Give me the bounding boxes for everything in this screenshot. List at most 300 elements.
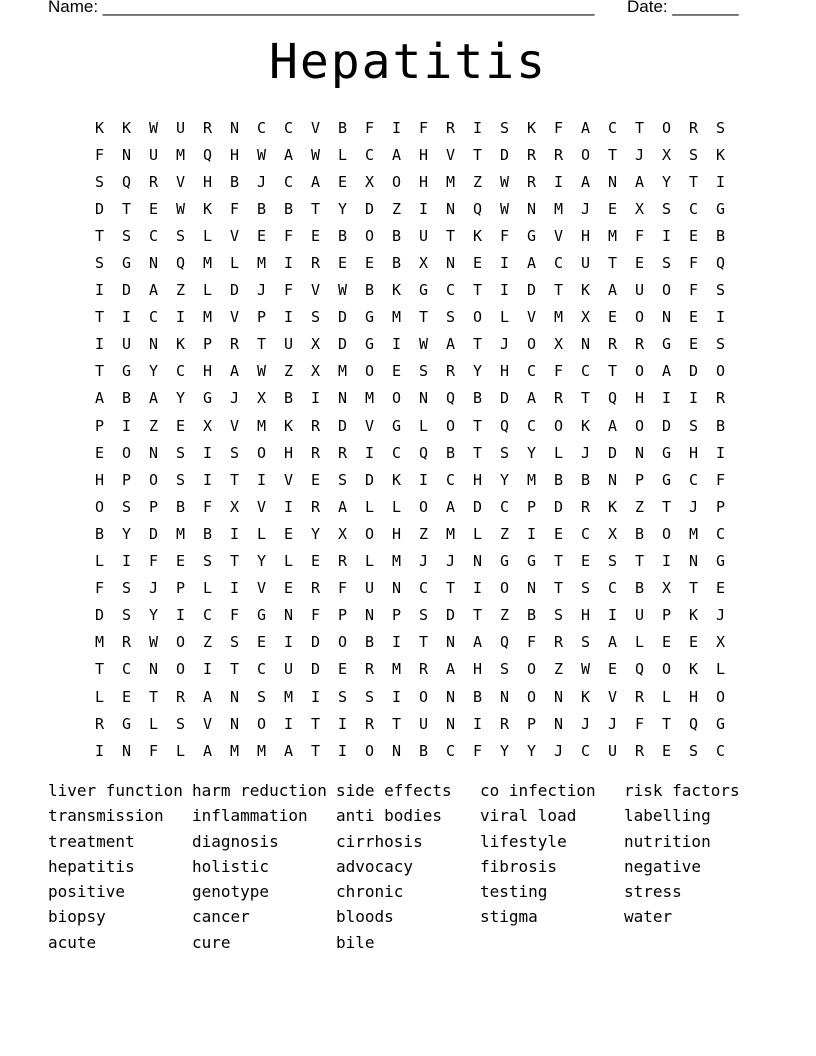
grid-letter: V: [445, 145, 456, 164]
grid-letter: F: [418, 118, 429, 137]
grid-letter: E: [661, 633, 672, 652]
grid-letter: T: [580, 389, 591, 408]
grid-letter: Q: [445, 389, 456, 408]
grid-letter: U: [607, 741, 618, 760]
grid-letter: H: [229, 145, 240, 164]
grid-letter: Z: [283, 362, 294, 381]
grid-letter: R: [364, 714, 375, 733]
grid-letter: T: [310, 741, 321, 760]
grid-letter: Y: [526, 741, 537, 760]
grid-letter: R: [553, 633, 564, 652]
grid-letter: C: [445, 470, 456, 489]
grid-letter: G: [121, 714, 132, 733]
grid-letter: X: [337, 524, 348, 543]
grid-letter: J: [418, 552, 429, 571]
grid-letter: G: [364, 308, 375, 327]
grid-letter: F: [229, 199, 240, 218]
grid-letter: S: [499, 118, 510, 137]
grid-letter: G: [661, 470, 672, 489]
grid-letter: T: [661, 497, 672, 516]
grid-row: [86, 683, 734, 710]
grid-letter: A: [580, 118, 591, 137]
grid-row: [86, 277, 734, 304]
grid-letter: H: [202, 172, 213, 191]
grid-letter: E: [337, 660, 348, 679]
grid-letter: F: [94, 145, 105, 164]
grid-letter: X: [229, 497, 240, 516]
word-list-item: water: [624, 907, 673, 927]
word-list-item: risk factors: [624, 781, 740, 800]
grid-letter: T: [445, 579, 456, 598]
grid-letter: I: [283, 254, 294, 273]
grid-letter: R: [310, 254, 321, 273]
grid-row: [86, 304, 734, 331]
grid-letter: S: [418, 606, 429, 625]
word-list-item: anti bodies: [336, 806, 442, 826]
grid-letter: B: [418, 741, 429, 760]
grid-row: [86, 439, 734, 466]
grid-letter: E: [688, 335, 699, 354]
grid-letter: E: [688, 226, 699, 245]
grid-letter: T: [607, 254, 618, 273]
grid-letter: W: [256, 145, 267, 164]
grid-letter: C: [688, 199, 699, 218]
grid-letter: H: [634, 389, 645, 408]
grid-letter: I: [310, 389, 321, 408]
grid-letter: I: [202, 470, 213, 489]
grid-letter: D: [499, 145, 510, 164]
word-list-item: hepatitis: [48, 856, 135, 876]
name-line: Name: ____________________________________________________: [48, 0, 595, 16]
grid-letter: H: [391, 524, 402, 543]
grid-letter: J: [445, 552, 456, 571]
grid-row: [86, 168, 734, 195]
grid-letter: N: [121, 145, 132, 164]
grid-letter: N: [229, 118, 240, 137]
grid-letter: B: [391, 226, 402, 245]
grid-letter: R: [364, 660, 375, 679]
grid-letter: F: [553, 362, 564, 381]
grid-letter: O: [499, 579, 510, 598]
grid-letter: I: [661, 389, 672, 408]
grid-letter: I: [310, 687, 321, 706]
grid-letter: G: [715, 199, 726, 218]
grid-letter: X: [256, 389, 267, 408]
grid-letter: C: [580, 524, 591, 543]
grid-letter: P: [391, 606, 402, 625]
grid-letter: W: [337, 281, 348, 300]
grid-letter: Z: [472, 172, 483, 191]
grid-letter: R: [337, 443, 348, 462]
grid-letter: E: [310, 552, 321, 571]
grid-letter: N: [580, 335, 591, 354]
grid-letter: A: [148, 389, 159, 408]
grid-letter: O: [661, 118, 672, 137]
grid-letter: I: [607, 606, 618, 625]
grid-letter: A: [580, 172, 591, 191]
grid-letter: Q: [688, 714, 699, 733]
grid-letter: L: [499, 308, 510, 327]
grid-letter: D: [310, 633, 321, 652]
grid-letter: T: [229, 552, 240, 571]
grid-letter: Z: [553, 660, 564, 679]
grid-letter: Q: [472, 199, 483, 218]
grid-letter: I: [661, 552, 672, 571]
grid-letter: T: [310, 714, 321, 733]
grid-letter: D: [337, 416, 348, 435]
grid-letter: I: [418, 199, 429, 218]
grid-letter: H: [283, 443, 294, 462]
grid-letter: N: [445, 254, 456, 273]
grid-letter: P: [661, 606, 672, 625]
word-search-grid: [86, 114, 734, 764]
grid-letter: Y: [148, 606, 159, 625]
grid-row: [86, 493, 734, 520]
grid-letter: M: [256, 254, 267, 273]
grid-letter: L: [256, 524, 267, 543]
grid-letter: P: [175, 579, 186, 598]
grid-letter: O: [94, 497, 105, 516]
grid-letter: X: [661, 145, 672, 164]
grid-letter: H: [418, 172, 429, 191]
grid-letter: J: [715, 606, 726, 625]
grid-letter: S: [121, 606, 132, 625]
grid-letter: E: [337, 254, 348, 273]
grid-letter: M: [256, 416, 267, 435]
grid-letter: I: [94, 741, 105, 760]
grid-letter: H: [472, 660, 483, 679]
grid-letter: F: [283, 226, 294, 245]
grid-letter: M: [391, 308, 402, 327]
grid-letter: U: [121, 335, 132, 354]
grid-letter: V: [256, 579, 267, 598]
word-list-item: bile: [336, 932, 375, 952]
grid-letter: F: [688, 254, 699, 273]
grid-letter: I: [499, 281, 510, 300]
word-list-item: acute: [48, 932, 97, 952]
grid-letter: C: [256, 660, 267, 679]
grid-letter: M: [337, 362, 348, 381]
grid-row: [86, 602, 734, 629]
grid-letter: C: [715, 524, 726, 543]
grid-letter: F: [310, 606, 321, 625]
grid-letter: L: [202, 579, 213, 598]
grid-letter: I: [94, 335, 105, 354]
grid-letter: N: [148, 443, 159, 462]
grid-letter: S: [94, 254, 105, 273]
grid-letter: E: [148, 199, 159, 218]
grid-letter: Y: [310, 524, 321, 543]
grid-letter: N: [526, 579, 537, 598]
grid-letter: T: [418, 633, 429, 652]
grid-letter: F: [526, 633, 537, 652]
grid-letter: P: [148, 497, 159, 516]
grid-letter: D: [229, 281, 240, 300]
grid-letter: B: [283, 389, 294, 408]
grid-letter: A: [472, 633, 483, 652]
grid-letter: K: [283, 416, 294, 435]
grid-letter: E: [256, 633, 267, 652]
grid-letter: C: [607, 579, 618, 598]
grid-row: [86, 548, 734, 575]
grid-letter: S: [175, 470, 186, 489]
grid-letter: C: [148, 226, 159, 245]
grid-letter: N: [229, 714, 240, 733]
grid-letter: S: [499, 443, 510, 462]
grid-letter: X: [364, 172, 375, 191]
grid-letter: S: [445, 308, 456, 327]
grid-letter: N: [445, 687, 456, 706]
grid-letter: P: [526, 714, 537, 733]
grid-letter: K: [580, 281, 591, 300]
grid-letter: E: [688, 633, 699, 652]
grid-letter: N: [283, 606, 294, 625]
grid-letter: E: [283, 579, 294, 598]
grid-letter: F: [202, 497, 213, 516]
grid-letter: S: [688, 741, 699, 760]
grid-letter: F: [94, 579, 105, 598]
grid-letter: J: [580, 443, 591, 462]
grid-letter: A: [445, 497, 456, 516]
grid-letter: B: [634, 524, 645, 543]
grid-letter: N: [337, 389, 348, 408]
grid-letter: R: [634, 335, 645, 354]
grid-letter: M: [256, 741, 267, 760]
grid-letter: E: [607, 660, 618, 679]
grid-letter: Y: [472, 362, 483, 381]
grid-letter: H: [202, 362, 213, 381]
grid-letter: I: [391, 118, 402, 137]
grid-letter: D: [148, 524, 159, 543]
grid-letter: G: [391, 416, 402, 435]
grid-letter: I: [202, 443, 213, 462]
grid-letter: B: [472, 389, 483, 408]
grid-letter: F: [472, 741, 483, 760]
grid-letter: C: [283, 172, 294, 191]
word-list-item: stress: [624, 882, 682, 902]
grid-letter: S: [715, 335, 726, 354]
grid-row: [86, 466, 734, 493]
grid-letter: R: [499, 714, 510, 733]
grid-letter: A: [310, 172, 321, 191]
grid-letter: R: [310, 443, 321, 462]
grid-letter: Q: [499, 633, 510, 652]
grid-letter: R: [607, 335, 618, 354]
grid-letter: M: [526, 470, 537, 489]
grid-letter: G: [364, 335, 375, 354]
grid-letter: Y: [526, 443, 537, 462]
grid-letter: Y: [499, 741, 510, 760]
grid-letter: M: [175, 145, 186, 164]
grid-letter: G: [715, 552, 726, 571]
grid-letter: Z: [148, 416, 159, 435]
grid-letter: V: [607, 687, 618, 706]
grid-letter: K: [121, 118, 132, 137]
grid-letter: L: [364, 497, 375, 516]
grid-letter: N: [553, 714, 564, 733]
grid-letter: L: [634, 633, 645, 652]
word-list-item: stigma: [480, 907, 538, 927]
word-list-item: testing: [480, 882, 548, 902]
grid-letter: B: [364, 281, 375, 300]
grid-letter: B: [634, 579, 645, 598]
grid-row: [86, 575, 734, 602]
grid-letter: N: [391, 579, 402, 598]
grid-letter: B: [202, 524, 213, 543]
grid-letter: U: [418, 714, 429, 733]
grid-letter: L: [418, 416, 429, 435]
grid-letter: R: [445, 118, 456, 137]
grid-letter: P: [526, 497, 537, 516]
grid-letter: S: [121, 497, 132, 516]
grid-letter: T: [472, 416, 483, 435]
grid-letter: R: [229, 335, 240, 354]
grid-letter: F: [337, 579, 348, 598]
grid-letter: I: [283, 308, 294, 327]
grid-letter: A: [283, 145, 294, 164]
grid-letter: Q: [607, 389, 618, 408]
grid-letter: V: [175, 172, 186, 191]
grid-letter: K: [688, 660, 699, 679]
grid-letter: M: [391, 660, 402, 679]
grid-letter: T: [553, 579, 564, 598]
grid-letter: R: [418, 660, 429, 679]
grid-letter: I: [472, 579, 483, 598]
grid-letter: B: [715, 226, 726, 245]
grid-letter: M: [175, 524, 186, 543]
grid-letter: Y: [256, 552, 267, 571]
grid-letter: B: [715, 416, 726, 435]
grid-row: [86, 656, 734, 683]
grid-letter: F: [148, 552, 159, 571]
grid-letter: E: [310, 470, 321, 489]
grid-letter: Y: [121, 524, 132, 543]
grid-letter: M: [553, 199, 564, 218]
grid-row: [86, 114, 734, 141]
grid-letter: O: [364, 524, 375, 543]
grid-letter: C: [445, 281, 456, 300]
grid-letter: P: [202, 335, 213, 354]
grid-letter: T: [472, 335, 483, 354]
grid-letter: X: [202, 416, 213, 435]
grid-letter: A: [337, 497, 348, 516]
grid-letter: H: [580, 226, 591, 245]
page-title: Hepatitis: [268, 34, 548, 90]
grid-letter: K: [688, 606, 699, 625]
grid-letter: W: [499, 172, 510, 191]
word-list-item: harm reduction: [192, 781, 327, 800]
grid-letter: E: [607, 199, 618, 218]
grid-letter: I: [688, 389, 699, 408]
grid-letter: W: [310, 145, 321, 164]
grid-letter: B: [580, 470, 591, 489]
grid-letter: A: [229, 362, 240, 381]
grid-letter: L: [202, 226, 213, 245]
grid-letter: S: [256, 687, 267, 706]
grid-letter: T: [391, 714, 402, 733]
grid-letter: V: [229, 416, 240, 435]
grid-letter: E: [175, 416, 186, 435]
grid-letter: D: [337, 308, 348, 327]
grid-letter: U: [634, 281, 645, 300]
grid-letter: I: [391, 335, 402, 354]
grid-letter: O: [148, 470, 159, 489]
grid-letter: T: [229, 660, 240, 679]
grid-letter: S: [715, 118, 726, 137]
grid-letter: I: [391, 687, 402, 706]
grid-letter: X: [715, 633, 726, 652]
grid-row: [86, 629, 734, 656]
grid-letter: P: [256, 308, 267, 327]
grid-letter: K: [472, 226, 483, 245]
grid-letter: G: [661, 335, 672, 354]
grid-letter: R: [148, 172, 159, 191]
grid-letter: G: [526, 226, 537, 245]
word-list-item: positive: [48, 882, 126, 902]
grid-letter: I: [121, 308, 132, 327]
grid-letter: T: [472, 145, 483, 164]
grid-letter: S: [499, 660, 510, 679]
grid-letter: X: [661, 579, 672, 598]
grid-letter: T: [553, 281, 564, 300]
grid-letter: M: [445, 172, 456, 191]
grid-letter: C: [499, 497, 510, 516]
grid-letter: H: [418, 145, 429, 164]
grid-letter: X: [607, 524, 618, 543]
grid-letter: Z: [634, 497, 645, 516]
grid-letter: V: [310, 281, 321, 300]
grid-letter: Z: [175, 281, 186, 300]
grid-letter: V: [310, 118, 321, 137]
grid-letter: R: [526, 145, 537, 164]
grid-letter: E: [580, 552, 591, 571]
grid-letter: F: [499, 226, 510, 245]
grid-letter: U: [634, 606, 645, 625]
grid-letter: B: [553, 470, 564, 489]
grid-letter: R: [94, 714, 105, 733]
grid-letter: I: [418, 470, 429, 489]
grid-letter: O: [715, 362, 726, 381]
grid-letter: C: [688, 470, 699, 489]
grid-letter: M: [283, 687, 294, 706]
grid-letter: J: [553, 741, 564, 760]
grid-letter: P: [715, 497, 726, 516]
grid-letter: I: [715, 172, 726, 191]
grid-letter: O: [445, 416, 456, 435]
grid-letter: G: [121, 362, 132, 381]
word-list-item: transmission: [48, 806, 164, 826]
grid-letter: N: [445, 199, 456, 218]
grid-letter: A: [607, 416, 618, 435]
grid-letter: D: [94, 199, 105, 218]
date-line: Date: _______: [627, 0, 739, 16]
grid-letter: X: [310, 362, 321, 381]
grid-letter: M: [94, 633, 105, 652]
grid-letter: I: [283, 714, 294, 733]
grid-letter: J: [229, 389, 240, 408]
grid-letter: D: [310, 660, 321, 679]
grid-letter: S: [661, 254, 672, 273]
grid-letter: D: [364, 199, 375, 218]
grid-letter: E: [310, 226, 321, 245]
grid-letter: E: [553, 524, 564, 543]
grid-letter: P: [94, 416, 105, 435]
grid-letter: A: [634, 172, 645, 191]
grid-letter: Y: [337, 199, 348, 218]
grid-letter: R: [310, 579, 321, 598]
grid-letter: S: [553, 606, 564, 625]
grid-letter: T: [472, 606, 483, 625]
